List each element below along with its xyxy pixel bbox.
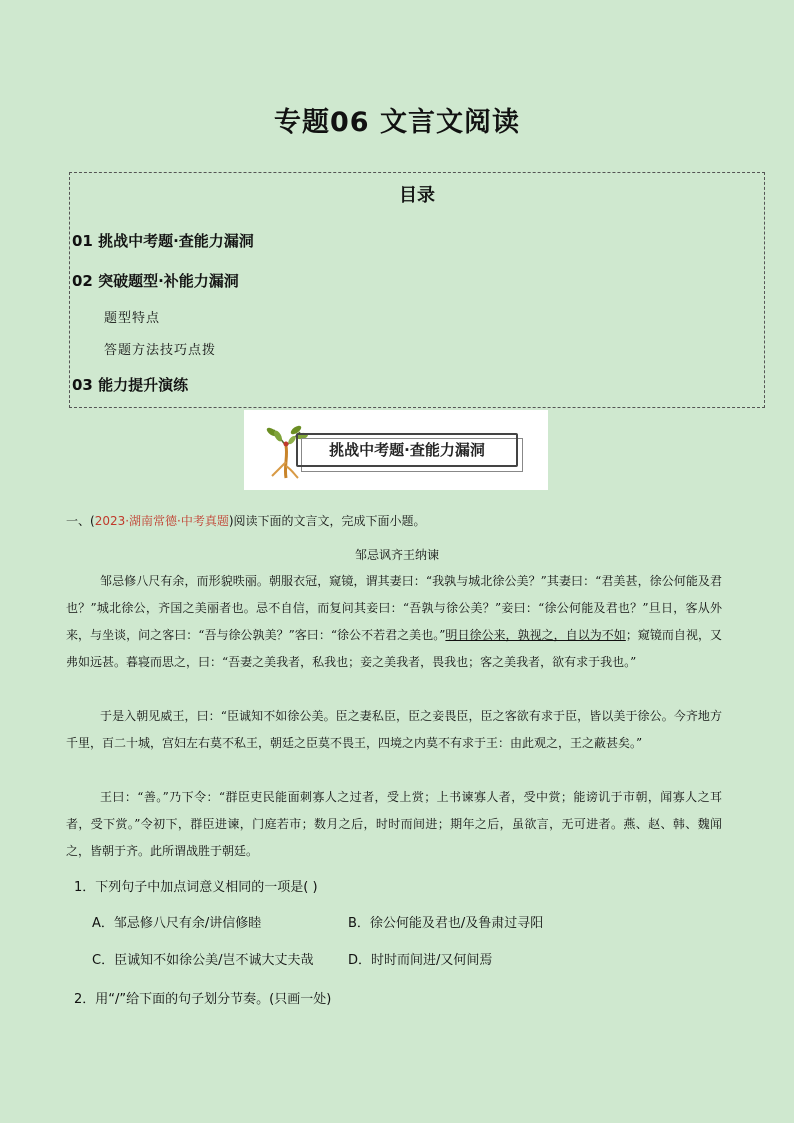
underlined-sentence: 明日徐公来，孰视之，自以为不如	[445, 628, 626, 642]
paragraph-1-text-b: ；窥镜而自视，又弗如远甚。暮寝而思之，曰：“吾妻之美我者，私我也；妾之美我者，畏我也；客之美我者，欲有求于我也。”	[66, 628, 722, 669]
paragraph-1-text-a: 邹忌修八尺有余，而形貌昳丽。朝服衣冠，窥镜，谓其妻曰：“我孰与城北徐公美？”其妻曰：“君美甚，徐公何能及君也？”城北徐公，齐国之美丽者也。忌不自信，而复问其妾曰：“吾孰与徐公美？”妾曰：“徐公何能及君也？”旦日，客从外来，与坐谈，问之客曰：“吾与徐公孰美？”客曰：“徐公不若君之美也。”	[66, 574, 722, 642]
table-of-contents	[69, 172, 765, 408]
question-1: 1．下列句子中加点词意义相同的一项是( )	[74, 880, 318, 895]
option-c[interactable]: C．臣诚知不如徐公美/岂不诚大丈夫哉	[92, 953, 314, 968]
question-2: 2．用“/”给下面的句子划分节奏。(只画一处)	[74, 992, 332, 1007]
toc-item-03[interactable]: 03 能力提升演练	[72, 376, 189, 394]
option-b[interactable]: B．徐公何能及君也/及鲁肃过寻阳	[348, 916, 544, 931]
banner-text: 挑战中考题·查能力漏洞	[329, 441, 485, 459]
toc-item-02[interactable]: 02 突破题型·补能力漏洞	[72, 272, 239, 290]
page-title: 专题06 文言文阅读	[274, 107, 520, 138]
intro-suffix: )阅读下面的文言文，完成下面小题。	[228, 514, 426, 528]
section-banner	[244, 410, 548, 490]
passage-paragraph-2: 于是入朝见威王，曰：“臣诚知不如徐公美。臣之妻私臣，臣之妾畏臣，臣之客欲有求于臣，皆以美于徐公。今齐地方千里，百二十城，宫妇左右莫不私王，朝廷之臣莫不畏王，四境之内莫不有求于王：由此观之，王之蔽甚矣。”	[66, 709, 722, 750]
toc-item-01[interactable]: 01 挑战中考题·查能力漏洞	[72, 232, 254, 250]
intro-prefix: 一、(	[66, 514, 95, 528]
passage-title: 邹忌讽齐王纳谏	[354, 548, 439, 562]
toc-subitem-features[interactable]: 题型特点	[104, 311, 161, 326]
option-d[interactable]: D．时时而间进/又何间焉	[348, 953, 493, 968]
passage-paragraph-1	[66, 568, 722, 676]
toc-heading: 目录	[399, 185, 435, 206]
question-intro	[66, 512, 426, 529]
option-a[interactable]: A．邹忌修八尺有余/讲信修睦	[92, 916, 262, 931]
exam-source: 2023·湖南常德·中考真题	[94, 514, 229, 528]
toc-subitem-methods[interactable]: 答题方法技巧点拨	[104, 343, 217, 358]
passage-paragraph-3: 王曰：“善。”乃下令：“群臣吏民能面刺寡人之过者，受上赏；上书谏寡人者，受中赏；能谤讥于市朝，闻寡人之耳者，受下赏。”令初下，群臣进谏，门庭若市；数月之后，时时而间进；期年之后，虽欲言，无可进者。燕、赵、韩、魏闻之，皆朝于齐。此所谓战胜于朝廷。	[66, 790, 722, 858]
